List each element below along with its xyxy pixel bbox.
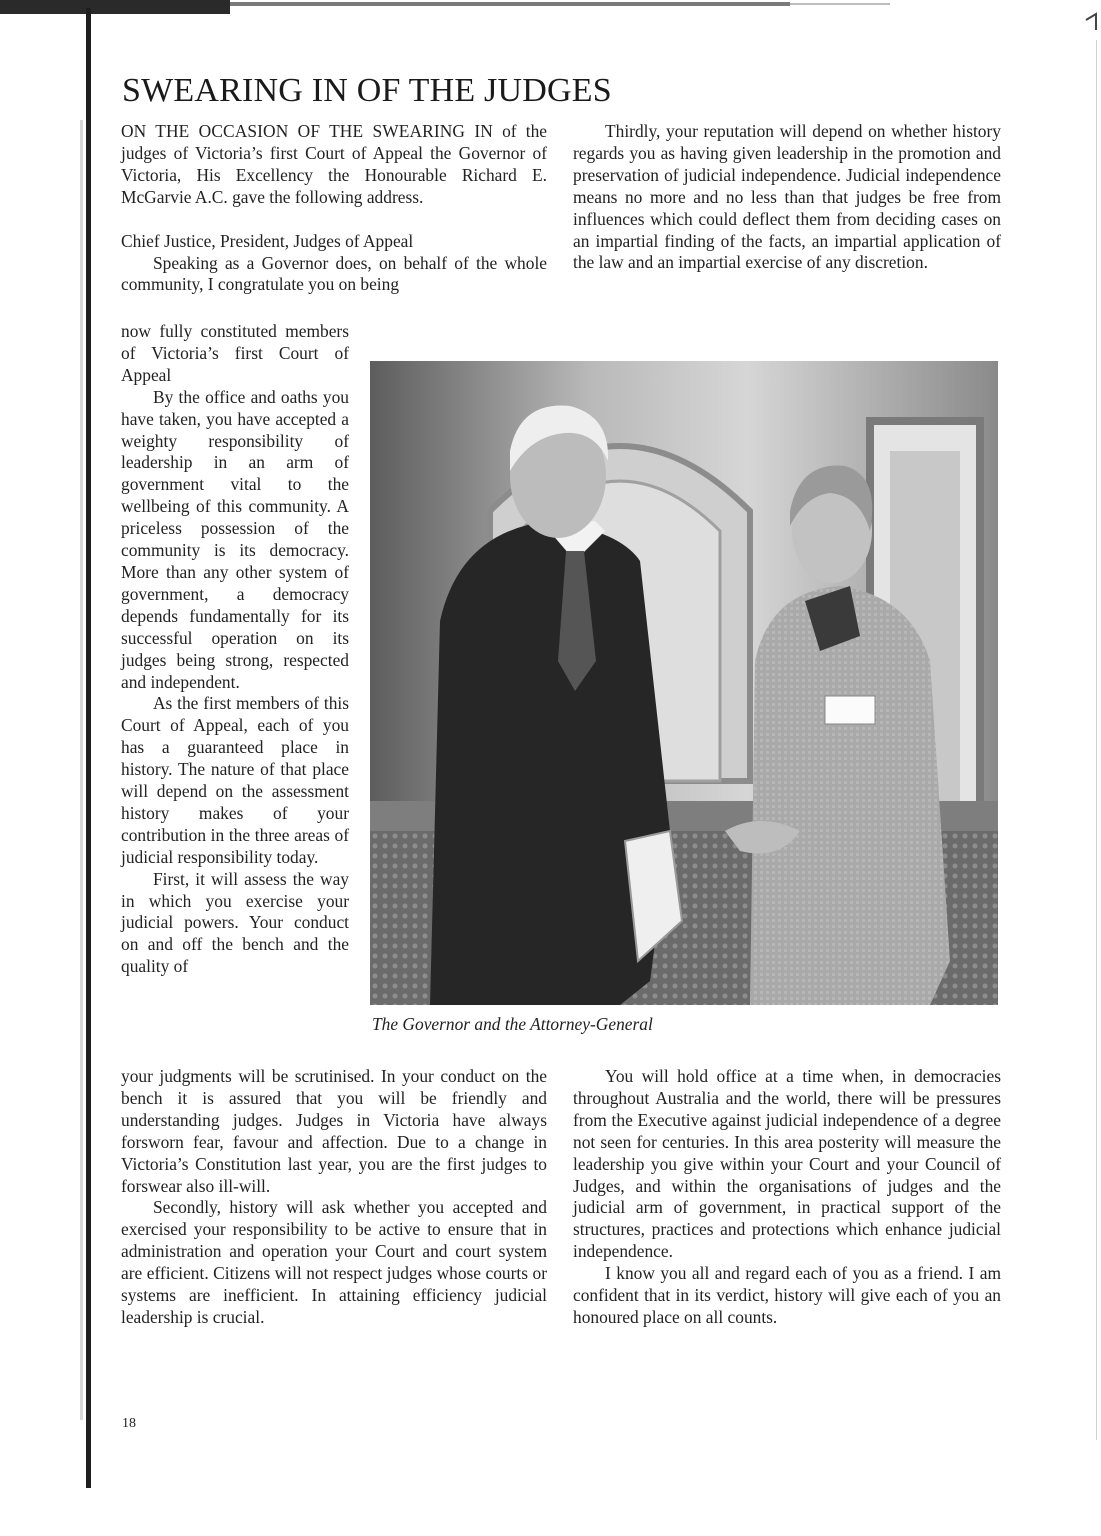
paragraph-6: Thirdly, your reputation will depend on whether history regards you as having given leadership in the promotion and preservation of judicial independence. Judicial independence means no more and no less than that judges be free from influences which could deflect them from deciding cases on an impartial finding of the facts, an impartial application of the law and an impartial exercise of any discretion. [573,121,1001,273]
paragraph-5: Secondly, history will ask whether you accepted and exercised your responsibility to be active to ensure that in administration and operation your Court and court system are efficient. Citizens will not respect judges whose courts or systems are inefficient. In attaining efficiency judicial leadership is crucial. [121,1197,547,1327]
scan-edge-right [1076,0,1101,1536]
page-number: 18 [122,1416,136,1431]
article-right-column-bottom [573,1066,1001,1329]
article-title: SWEARING IN OF THE JUDGES [122,72,612,109]
intro-lead: ON THE OCCASION OF THE SWEARING IN [121,121,493,141]
paragraph-2: By the office and oaths you have taken, you have accepted a weighty responsibility of leadership in an arm of government vital to the wellbeing of this community. A priceless possession of the community is its democracy. More than any other system of government, a democracy depends fundamentally for its successful operation on its judges being strong, respected and independent. [121,386,349,692]
paragraph-8: I know you all and regard each of you as a friend. I am confident that in its verdict, history will give each of you an honoured place on all counts. [573,1263,1001,1327]
article-left-column-top [121,121,547,296]
paragraph-7: You will hold office at a time when, in democracies throughout Australia and the world, there will be pressures from the Executive against judicial independence of a degree not seen for centuries. In this area posterity will measure the leadership you give within your Court and your Council of Judges, and within the organisations of judges and the judicial arm of government, in practical support of the structures, practices and protections which enhance judicial independence. [573,1066,1001,1262]
salutation: Chief Justice, President, Judges of Appeal [121,230,414,251]
paragraph-4-start: First, it will assess the way in which you exercise your judicial powers. Your conduct on and off the bench and the quality of [121,868,349,977]
scan-edge-top [0,0,1101,22]
article-right-column-top [573,121,1001,274]
paragraph-4-end: your judgments will be scrutinised. In your conduct on the bench it is assured that you will be friendly and understanding judges. Judges in Victoria have always forsworn fear, favour and affection. Due to a change in Victoria’s Constitution last year, you are the first judges to forswear also ill-will. [121,1066,547,1196]
photo-caption: The Governor and the Attorney-General [372,1014,653,1034]
intro-rest: of the judges of Victoria’s first Court of Appeal the Governor of Victoria, His Excellency the Honourable Richard E. McGarvie A.C. gave the following address. [121,121,547,207]
article-left-column-narrow [121,321,349,978]
photo-governor-and-attorney-general [370,361,998,1005]
spacer [121,209,547,231]
paragraph-3: As the first members of this Court of Appeal, each of you has a guaranteed place in history. The nature of that place will depend on the assessment history makes of your contribution in the three areas of judicial responsibility today. [121,693,349,867]
paragraph-1-end: now fully constituted members of Victoria’s first Court of Appeal [121,321,349,385]
intro-paragraph [121,121,547,209]
scan-edge-left [62,0,102,1536]
paragraph-1-start: Speaking as a Governor does, on behalf of the whole community, I congratulate you on being [121,252,547,295]
article-left-column-bottom [121,1066,547,1329]
